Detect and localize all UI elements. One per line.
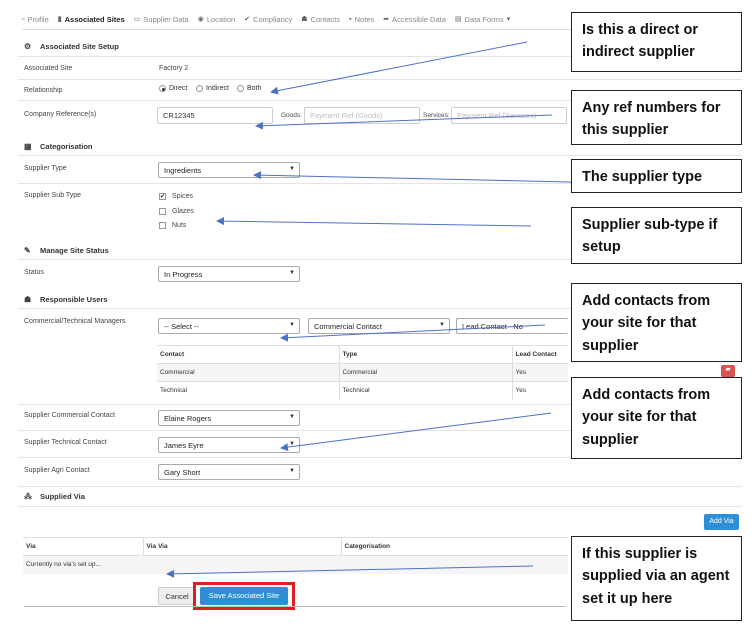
select-value: James Eyre [164, 441, 204, 450]
checkbox-label: Glazes [172, 208, 194, 215]
section-title: Supplied Via [40, 492, 85, 501]
checkbox-label: Spices [172, 193, 194, 200]
table-row [157, 364, 568, 382]
tab-label: Notes [354, 14, 375, 24]
users-icon: ☗ [24, 295, 32, 304]
checkbox-box: ✔ [160, 194, 166, 200]
tab-label: Supplier Data [143, 14, 189, 24]
sitemap-icon: ⁂ [24, 492, 32, 501]
arrow-supplier-subtype [217, 221, 531, 226]
arrow-relationship [271, 42, 527, 92]
relationship-label: Relationship [24, 87, 63, 94]
table-cell: Technical [339, 382, 512, 400]
column-header: Via [23, 538, 143, 556]
divider [18, 79, 742, 80]
select-value: Elaine Rogers [164, 414, 212, 423]
divider [24, 606, 566, 607]
radio-label: Both [247, 85, 262, 92]
column-header: Type [339, 346, 512, 364]
supplier-subtype-label: Supplier Sub Type [24, 192, 82, 199]
section-title: Associated Site Setup [40, 42, 119, 51]
tab-label: Associated Sites [64, 14, 125, 24]
managers-table [157, 345, 568, 400]
arrow-supplier-type [254, 175, 571, 182]
checkbox-label: Nuts [172, 222, 187, 229]
checkbox-box [159, 222, 166, 229]
contact-type-select[interactable] [308, 318, 450, 334]
caret-down-icon: ▼ [289, 322, 295, 328]
column-header: Categorisation [341, 538, 568, 556]
subtype-spices-checkbox[interactable] [159, 193, 193, 200]
select-value: Gary Short [164, 468, 201, 477]
add-via-button[interactable]: Add Via [704, 514, 739, 530]
caret-down-icon: ▼ [289, 270, 295, 276]
radio-label: Indirect [206, 85, 229, 92]
column-header: Via Via [143, 538, 341, 556]
supplier-type-select[interactable] [158, 162, 300, 178]
tab-profile[interactable] [22, 11, 49, 27]
technical-contact-label: Supplier Technical Contact [24, 439, 107, 446]
goods-label: Goods: [281, 112, 302, 119]
section-supplied-via [24, 492, 85, 501]
section-associated-site-setup [24, 42, 119, 51]
table-cell: Technical [157, 382, 339, 400]
callout-managers: Add contacts from your site for that supplier [571, 283, 742, 362]
pin-icon: ◉ [197, 16, 204, 23]
caret-down-icon: ▼ [439, 322, 445, 328]
tab-compliancy[interactable] [244, 11, 292, 27]
status-label: Status [24, 269, 44, 276]
caret-down-icon: ▼ [289, 441, 295, 447]
table-cell: Commercial [157, 364, 339, 382]
tab-label: Compliancy [253, 14, 293, 24]
select-value: Ingredients [164, 166, 202, 175]
radio-dot [159, 85, 166, 92]
delete-contact-button[interactable] [721, 365, 735, 377]
subtype-nuts-checkbox[interactable] [159, 222, 186, 229]
chevron-down-icon: ▾ [506, 16, 511, 23]
relationship-both-radio[interactable] [237, 85, 261, 92]
agri-contact-label: Supplier Agri Contact [24, 467, 90, 474]
select-value: Lead Contact - No [462, 322, 523, 331]
associated-site-value: Factory 2 [159, 65, 189, 72]
tab-supplier-data[interactable] [134, 11, 189, 27]
tab-data-forms[interactable] [455, 11, 513, 27]
tags-icon: ▦ [24, 142, 32, 151]
divider [18, 506, 742, 507]
tab-accessible-data[interactable] [383, 11, 446, 27]
tab-label: Location [206, 14, 236, 24]
tab-label: Data Forms [464, 14, 504, 24]
table-row [157, 382, 568, 400]
goods-ref-input[interactable]: Payment Ref (Goods) [304, 107, 420, 124]
select-value: In Progress [164, 270, 203, 279]
empty-message: Currently no via's set up... [23, 556, 568, 574]
callout-reference: Any ref numbers for this supplier [571, 90, 742, 145]
radio-label: Direct [169, 85, 188, 92]
section-manage-site-status [24, 246, 109, 255]
commercial-contact-select[interactable] [158, 410, 300, 426]
relationship-direct-radio[interactable] [159, 85, 187, 92]
company-ref-label: Company Reference(s) [24, 111, 97, 118]
check-icon: ✔ [244, 16, 251, 23]
subtype-glazes-checkbox[interactable] [159, 208, 194, 215]
select-value: -- Select -- [164, 322, 200, 331]
gear-icon: ⚙ [24, 42, 32, 51]
file-icon: ▫ [22, 15, 25, 23]
tab-label: Accessible Data [392, 14, 446, 24]
card-icon: ▭ [133, 16, 141, 23]
radio-dot [196, 85, 203, 92]
table-header-row [23, 538, 568, 556]
callout-contacts: Add contacts from your site for that supplier [571, 377, 742, 459]
radio-dot [237, 85, 244, 92]
callout-text: The supplier type [582, 169, 703, 185]
section-title: Responsible Users [40, 295, 108, 304]
callout-supplier-type [571, 159, 742, 193]
section-title: Manage Site Status [40, 246, 109, 255]
column-header: Lead Contact [512, 346, 568, 364]
trash-icon: ▰ [725, 366, 731, 373]
callout-relationship: Is this a direct or indirect supplier [571, 12, 742, 72]
table-cell: Yes [512, 382, 568, 400]
section-responsible-users [24, 295, 108, 304]
caret-down-icon: ▼ [289, 468, 295, 474]
table-cell: Commercial [339, 364, 512, 382]
section-categorisation [24, 142, 93, 151]
table-row [23, 556, 568, 574]
select-value: Commercial Contact [314, 322, 382, 331]
company-ref-input[interactable]: CR12345 [157, 107, 273, 124]
callout-subtype: Supplier sub-type if setup [571, 207, 742, 264]
tab-label: Profile [27, 14, 49, 24]
tab-contacts[interactable] [301, 11, 340, 27]
caret-down-icon: ▼ [289, 414, 295, 420]
table-cell: Yes [512, 364, 568, 382]
users-icon: ☗ [301, 16, 308, 23]
divider [18, 486, 742, 487]
column-header: Contact [157, 346, 339, 364]
managers-label: Commercial/Technical Managers [24, 318, 126, 325]
tab-label: Contacts [310, 14, 341, 24]
tab-associated-sites[interactable] [58, 11, 125, 27]
tab-location[interactable] [198, 11, 235, 27]
commercial-contact-label: Supplier Commercial Contact [24, 412, 116, 419]
checkbox-box [159, 208, 166, 215]
services-label: Services: [423, 112, 450, 119]
share-icon: ➦ [383, 16, 390, 23]
tab-notes[interactable] [349, 11, 374, 27]
services-ref-input[interactable]: Payment Ref (Services) [451, 107, 567, 124]
relationship-indirect-radio[interactable] [196, 85, 229, 92]
table-header-row [157, 346, 568, 364]
technical-contact-select[interactable] [158, 437, 300, 453]
associated-site-label: Associated Site [24, 65, 73, 72]
save-associated-site-button[interactable]: Save Associated Site [200, 587, 288, 605]
supplied-via-table [23, 537, 568, 574]
form-icon: ▤ [454, 16, 462, 23]
manager-select[interactable] [158, 318, 300, 334]
lead-contact-select[interactable] [456, 318, 568, 334]
note-icon: ▪ [349, 15, 352, 23]
agri-contact-select[interactable] [158, 464, 300, 480]
tab-bar [22, 11, 522, 27]
caret-down-icon: ▼ [289, 166, 295, 172]
building-icon: ▮ [57, 16, 62, 23]
pencil-icon: ✎ [24, 246, 31, 255]
section-title: Categorisation [40, 142, 93, 151]
status-select[interactable] [158, 266, 300, 282]
callout-supplied-via: If this supplier is supplied via an agent set it up here [571, 536, 742, 621]
cancel-button[interactable]: Cancel [158, 587, 196, 605]
divider [18, 155, 742, 156]
supplier-type-label: Supplier Type [24, 165, 67, 172]
